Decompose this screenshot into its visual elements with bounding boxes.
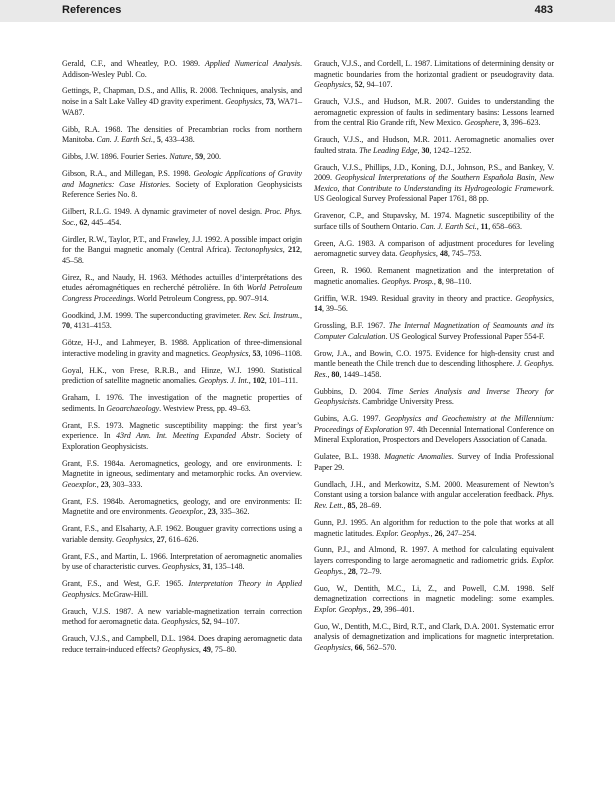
reference-title-italic: Geophysics bbox=[161, 617, 198, 627]
reference-entry bbox=[62, 421, 302, 453]
reference-text: , bbox=[417, 145, 422, 155]
reference-text: , 72–79. bbox=[355, 566, 382, 576]
reference-text: , bbox=[282, 245, 289, 255]
reference-text: , 745–753. bbox=[447, 249, 482, 259]
reference-text: Gilbert, R.L.G. 1949. A dynamic gravimeter of novel design. bbox=[62, 207, 265, 217]
reference-volume: 14 bbox=[314, 304, 322, 314]
reference-text: Goyal, H.K., von Frese, R.R.B., and Hinze, W.J. 1990. Statistical prediction of satellite magnetic anomalies. bbox=[62, 365, 302, 386]
reference-text: . Addison-Wesley Publ. Co. bbox=[62, 59, 302, 79]
reference-text: , 39–56. bbox=[321, 304, 348, 314]
reference-text: Grow, J.A., and Bowin, C.O. 1975. Evidence for high-density crust and mantle beneath the Chile trench due to descending lithosphere. bbox=[314, 348, 554, 369]
reference-text: , bbox=[152, 534, 157, 544]
reference-volume: 27 bbox=[156, 534, 165, 544]
reference-volume: 53 bbox=[252, 348, 261, 358]
reference-volume: 29 bbox=[372, 604, 381, 614]
reference-text: Grant, F.S. 1973. Magnetic susceptibility mapping: the first year’s experience. In bbox=[62, 420, 302, 441]
reference-text: . US Geological Survey Professional Paper 1761, 88 pp. bbox=[314, 183, 554, 204]
reference-entry bbox=[62, 366, 302, 387]
reference-title-italic: Geoexplor. bbox=[62, 479, 97, 489]
reference-text: Goodkind, J.M. 1999. The superconducting gravimeter. bbox=[62, 310, 244, 320]
reference-title-italic: Geophysics bbox=[515, 293, 553, 303]
reference-entry bbox=[62, 59, 302, 80]
reference-volume: 3 bbox=[502, 118, 507, 128]
reference-title-italic: Geophysics bbox=[314, 80, 351, 90]
reference-title-italic: The Leading Edge bbox=[359, 145, 418, 155]
reference-text: , bbox=[433, 276, 438, 286]
reference-text: , 1096–1108. bbox=[260, 348, 302, 358]
reference-text: Grant, F.S., and Elsaharty, A.F. 1962. Bouguer gravity corrections using a variable density. bbox=[62, 524, 302, 544]
reference-entry bbox=[314, 97, 554, 129]
reference-text: Grauch, V.J.S., and Cordell, L. 1987. Limitations of determining density or magnetic boundaries from the horizontal gradient or pseudogravity data. bbox=[314, 59, 554, 79]
reference-entry bbox=[314, 480, 554, 512]
references-column-right bbox=[314, 59, 554, 660]
reference-text: , 335–362. bbox=[215, 507, 250, 517]
reference-entry bbox=[62, 459, 302, 491]
reference-text: , bbox=[552, 293, 554, 303]
reference-volume: 28 bbox=[347, 566, 356, 576]
reference-volume: 59 bbox=[195, 152, 204, 162]
reference-text: Gubbins, D. 2004. bbox=[314, 386, 388, 396]
reference-text: , bbox=[350, 642, 355, 652]
reference-title-italic: Geophysics bbox=[399, 249, 436, 259]
reference-text: , 247–254. bbox=[442, 528, 477, 538]
reference-text: . US Geological Survey Professional Paper 554-F. bbox=[385, 331, 545, 341]
reference-entry bbox=[62, 152, 302, 163]
reference-text: Götze, H-J., and Lahmeyer, B. 1988. Application of three-dimensional interactive modeling in gravity and magnetics. bbox=[62, 338, 302, 358]
reference-title-italic: Can. J. Earth Sci. bbox=[420, 221, 477, 231]
reference-entry bbox=[314, 321, 554, 342]
reference-text: Gettings, P., Chapman, D.S., and Allis, R. 2008. Techniques, analysis, and noise in a Salt Lake Valley 4D gravity experiment. bbox=[62, 86, 302, 107]
reference-title-italic: Geophys. J. Int. bbox=[198, 376, 249, 386]
reference-text: , bbox=[476, 221, 481, 231]
reference-text: Grant, F.S. 1984b. Aeromagnetics, geology, and ore environments: II: Magnetite and ore environments. bbox=[62, 496, 302, 517]
reference-volume: 66 bbox=[354, 642, 363, 652]
reference-title-italic: Geophysics bbox=[162, 644, 199, 654]
reference-text: . Survey of India Professional Paper 29. bbox=[314, 452, 554, 472]
reference-text: Grant, F.S., and Martin, L. 1966. Interpretation of aeromagnetic anomalies by use of characteristic curves. bbox=[62, 551, 302, 572]
reference-text: , bbox=[435, 249, 440, 259]
reference-text: Gerald, C.F., and Wheatley, P.O. 1989. bbox=[62, 59, 205, 68]
reference-text: Grauch, V.J.S., and Campbell, D.L. 1984. Does draping aeromagnetic data reduce terrain-induced effects? bbox=[62, 634, 302, 654]
reference-text: , 396–401. bbox=[380, 604, 415, 614]
reference-title-italic: Time Series Analysis and Inverse Theory for Geophysicists bbox=[314, 386, 554, 407]
reference-title-italic: The Internal Magnetization of Seamounts and its Computer Calculation bbox=[314, 321, 555, 341]
reference-text: Graham, I. 1976. The investigation of the magnetic properties of sediments. In bbox=[62, 393, 302, 413]
reference-volume: 52 bbox=[354, 80, 363, 90]
reference-entry bbox=[314, 211, 554, 232]
reference-volume: 31 bbox=[202, 562, 211, 572]
reference-title-italic: Nature bbox=[169, 152, 192, 162]
reference-text: , 75–80. bbox=[210, 644, 237, 654]
reference-text: , 1449–1458. bbox=[339, 369, 382, 379]
reference-entry bbox=[314, 59, 554, 91]
reference-entry bbox=[62, 524, 302, 545]
reference-text: , bbox=[75, 217, 80, 227]
reference-title-italic: 43rd Ann. Int. Meeting Expanded Abstr bbox=[115, 431, 259, 441]
reference-entry bbox=[62, 552, 302, 573]
reference-text: , 94–107. bbox=[362, 80, 393, 90]
reference-text: , bbox=[343, 501, 348, 511]
reference-text: , 658–663. bbox=[488, 221, 523, 231]
reference-text: , bbox=[198, 562, 203, 572]
reference-text: Gulatee, B.L. 1938. bbox=[314, 452, 385, 462]
references-column-left bbox=[62, 59, 302, 662]
reference-text: , 4131–4153. bbox=[69, 321, 112, 331]
reference-entry bbox=[314, 414, 554, 446]
reference-volume: 212 bbox=[288, 245, 301, 255]
reference-text: Gibbs, J.W. 1896. Fourier Series. bbox=[62, 152, 170, 162]
reference-title-italic: Geoexplor. bbox=[169, 507, 204, 517]
reference-entry bbox=[314, 266, 554, 287]
reference-text: , 396–623. bbox=[506, 118, 541, 128]
reference-text: , 98–110. bbox=[441, 276, 472, 286]
reference-volume: 23 bbox=[100, 479, 109, 489]
reference-title-italic: Geophysics bbox=[162, 562, 199, 572]
reference-text: , bbox=[96, 479, 101, 489]
reference-text: Grauch, V.J.S., Phillips, J.D., Koning, D.J., Johnson, P.S., and Bankey, V. 2009. bbox=[314, 162, 554, 183]
reference-title-italic: Geophysical Interpretations of the Southern Española Basin, New Mexico, that Contribute to Understanding its Hydrogeologic Framework bbox=[314, 173, 555, 193]
reference-text: Green, R. 1960. Remanent magnetization and the interpretation of magnetic anomalies. bbox=[314, 266, 554, 286]
reference-volume: 80 bbox=[331, 369, 340, 379]
reference-text: . Society of Exploration Geophysicists Reference Series No. 8. bbox=[62, 179, 303, 200]
reference-title-italic: Can. J. Earth Sci. bbox=[96, 135, 153, 145]
reference-text: , 28–69. bbox=[355, 501, 382, 511]
reference-entry bbox=[314, 452, 554, 473]
reference-title-italic: Explor. Geophys. bbox=[314, 604, 369, 614]
reference-volume: 23 bbox=[207, 507, 216, 517]
reference-title-italic: Interpretation Theory in Applied Geophysics bbox=[62, 579, 302, 599]
reference-text: , bbox=[430, 528, 435, 538]
reference-entry bbox=[62, 169, 302, 201]
page-number: 483 bbox=[534, 4, 553, 16]
reference-entry bbox=[62, 497, 302, 518]
reference-text: Grant, F.S., and West, G.F. 1965. bbox=[62, 579, 189, 589]
reference-title-italic: Geoarchaeology bbox=[106, 403, 160, 413]
reference-title-italic: Geophysics bbox=[115, 534, 153, 544]
reference-text: . Society of Exploration Geophysicists. bbox=[62, 431, 302, 451]
reference-volume: 102 bbox=[252, 376, 265, 386]
reference-title-italic: Explor. Geophys. bbox=[375, 528, 431, 538]
reference-entry bbox=[314, 135, 554, 156]
reference-title-italic: J. Geophys. Res. bbox=[314, 359, 554, 379]
reference-title-italic: Phys. Rev. Lett. bbox=[314, 490, 554, 511]
reference-title-italic: Magnetic Anomalies bbox=[384, 452, 452, 462]
reference-text: , 135–148. bbox=[210, 562, 245, 572]
reference-text: 97. 4th Decennial International Conference on Mineral Exploration, Prospectors and Developers Association of Canada. bbox=[314, 424, 554, 445]
reference-text: , bbox=[498, 118, 503, 128]
reference-title-italic: Geophysics bbox=[225, 97, 262, 107]
reference-text: . McGraw-Hill. bbox=[98, 589, 149, 599]
reference-text: , bbox=[203, 507, 208, 517]
reference-text: , bbox=[152, 135, 157, 145]
reference-text: . Westview Press, pp. 49–63. bbox=[159, 403, 251, 413]
reference-entry bbox=[62, 607, 302, 628]
reference-entry bbox=[314, 622, 554, 654]
reference-text: Girez, R., and Naudy, H. 1963. Méthodes actuilles d’interprétations des etudes aéromagnétiques en recherché pétrolière. In 6th bbox=[62, 272, 302, 293]
reference-entry bbox=[62, 235, 302, 267]
reference-entry bbox=[62, 579, 302, 600]
reference-entry bbox=[62, 86, 302, 118]
reference-title-italic: Geophysics and Geochemistry at the Millennium: Proceedings of Exploration bbox=[314, 414, 554, 434]
reference-title-italic: Tectonophysics bbox=[234, 245, 283, 255]
reference-text: , bbox=[197, 617, 202, 627]
reference-text: , bbox=[350, 80, 355, 90]
reference-entry bbox=[62, 634, 302, 655]
reference-text: , bbox=[368, 604, 373, 614]
reference-title-italic: Applied Numerical Analysis bbox=[204, 59, 301, 68]
reference-text: , bbox=[327, 369, 332, 379]
running-header bbox=[0, 0, 615, 22]
reference-entry bbox=[62, 311, 302, 332]
reference-text: , bbox=[191, 152, 196, 162]
reference-text: , bbox=[248, 376, 253, 386]
reference-title-italic: Geophysics bbox=[211, 348, 249, 358]
reference-entry bbox=[314, 545, 554, 577]
reference-text: Girdler, R.W., Taylor, P.T., and Frawley, J.J. 1992. A possible impact origin for the Bangui magnetic anomaly (Central Africa). bbox=[62, 234, 302, 255]
reference-text: Gundlach, J.H., and Merkowitz, S.M. 2000. Measurement of Newton’s Constant using a torsion balance with angular acceleration feedback. bbox=[314, 479, 554, 500]
reference-text: Gunn, P.J., and Almond, R. 1997. A method for calculating equivalent layers corresponding to large aeromagnetic and radiometric grids. bbox=[314, 545, 554, 566]
reference-text: Gibson, R.A., and Millegan, P.S. 1998. bbox=[62, 168, 194, 178]
reference-text: Guo, W., Dentith, M.C., Li, Z., and Powell, C.M. 1998. Self demagnetization corrections in magnetic modeling: some examples. bbox=[314, 583, 554, 604]
reference-text: Guo, W., Dentith, M.C., Bird, R.T., and Clark, D.A. 2001. Systematic error analysis of demagnetization and implications for magnetic interpretation. bbox=[314, 621, 554, 642]
reference-text: Gravenor, C.P., and Stupavsky, M. 1974. Magnetic susceptibility of the surface tills of Southern Ontario. bbox=[314, 211, 554, 231]
reference-text: , 445–454. bbox=[87, 217, 122, 227]
reference-entry bbox=[314, 518, 554, 539]
reference-volume: 49 bbox=[202, 644, 211, 654]
reference-title-italic: Geosphere bbox=[464, 118, 499, 128]
reference-text: , 433–438. bbox=[160, 135, 195, 145]
reference-title-italic: Geologic Applications of Gravity and Magnetics: Case Histories bbox=[62, 168, 302, 189]
reference-entry bbox=[62, 273, 302, 305]
reference-text: , bbox=[248, 348, 253, 358]
reference-entry bbox=[314, 349, 554, 381]
reference-entry bbox=[314, 163, 554, 205]
reference-title-italic: Proc. Phys. Soc. bbox=[62, 207, 302, 227]
reference-entry bbox=[62, 207, 302, 228]
reference-text: Gunn, P.J. 1995. An algorithm for reduction to the pole that works at all magnetic latitudes. bbox=[314, 517, 554, 538]
reference-volume: 85 bbox=[347, 501, 356, 511]
reference-text: Gubins, A.G. 1997. bbox=[314, 414, 385, 424]
reference-text: Green, A.G. 1983. A comparison of adjustment procedures for leveling aeromagnetic survey data. bbox=[314, 238, 554, 259]
reference-entry bbox=[62, 338, 302, 359]
reference-text: , 562–570. bbox=[362, 642, 397, 652]
reference-text: , 45–58. bbox=[62, 245, 302, 265]
reference-text: , 616–626. bbox=[164, 534, 199, 544]
reference-entry bbox=[62, 393, 302, 414]
reference-text: , 94–107. bbox=[209, 617, 240, 627]
reference-volume: 52 bbox=[201, 617, 210, 627]
section-title: References bbox=[62, 4, 122, 16]
reference-entry bbox=[314, 584, 554, 616]
reference-text: Griffin, W.R. 1949. Residual gravity in theory and practice. bbox=[314, 293, 516, 303]
reference-title-italic: Geophys. Prosp. bbox=[381, 276, 434, 286]
reference-text: , bbox=[198, 644, 203, 654]
reference-volume: 11 bbox=[480, 221, 489, 231]
reference-text: Grauch, V.J.S., and Hudson, M.R. 2007. Guides to understanding the aeromagnetic expression of faults in sedimentary basins: Lessons learned from the central Rio Grande rift, New Mexico. bbox=[314, 97, 554, 128]
reference-volume: 26 bbox=[434, 528, 443, 538]
reference-title-italic: Explor. Geophys. bbox=[314, 556, 554, 576]
reference-text: Grant, F.S. 1984a. Aeromagnetics, geology, and ore environments. I: Magnetite in igneous, sedimentary and metamorphic rocks. An overview. bbox=[62, 458, 302, 479]
reference-volume: 8 bbox=[437, 276, 442, 286]
reference-volume: 70 bbox=[62, 321, 70, 331]
reference-text: , WA71–WA87. bbox=[62, 97, 303, 117]
reference-entry bbox=[62, 125, 302, 146]
reference-text: . Cambridge University Press. bbox=[358, 397, 454, 407]
reference-text: , bbox=[343, 566, 348, 576]
reference-text: . World Petroleum Congress, pp. 907–914. bbox=[133, 293, 269, 303]
reference-volume: 48 bbox=[439, 249, 448, 259]
reference-title-italic: World Petroleum Congress Proceedings bbox=[62, 283, 302, 303]
reference-volume: 62 bbox=[79, 217, 88, 227]
reference-text: Grossling, B.F. 1967. bbox=[314, 321, 389, 331]
reference-text: Grauch, V.J.S., and Hudson, M.R. 2011. Aeromagnetic anomalies over faulted strata. bbox=[314, 135, 554, 155]
reference-text: , bbox=[300, 310, 302, 320]
reference-text: , 1242–1252. bbox=[429, 145, 472, 155]
reference-entry bbox=[314, 294, 554, 315]
reference-volume: 30 bbox=[421, 145, 430, 155]
reference-text: , bbox=[261, 97, 266, 107]
reference-title-italic: Rev. Sci. Instrum. bbox=[243, 310, 301, 320]
reference-text: , 200. bbox=[203, 152, 221, 162]
reference-text: , 303–333. bbox=[108, 479, 143, 489]
reference-entry bbox=[314, 239, 554, 260]
reference-text: Grauch, V.J.S. 1987. A new variable-magnetization terrain correction method for aeromagnetic data. bbox=[62, 606, 302, 627]
reference-volume: 73 bbox=[265, 97, 274, 107]
reference-volume: 5 bbox=[156, 135, 161, 145]
reference-text: , 101–111. bbox=[264, 376, 298, 386]
reference-entry bbox=[314, 387, 554, 408]
reference-title-italic: Geophysics bbox=[314, 642, 351, 652]
reference-text: Gibb, R.A. 1968. The densities of Precambrian rocks from northern Manitoba. bbox=[62, 124, 302, 145]
